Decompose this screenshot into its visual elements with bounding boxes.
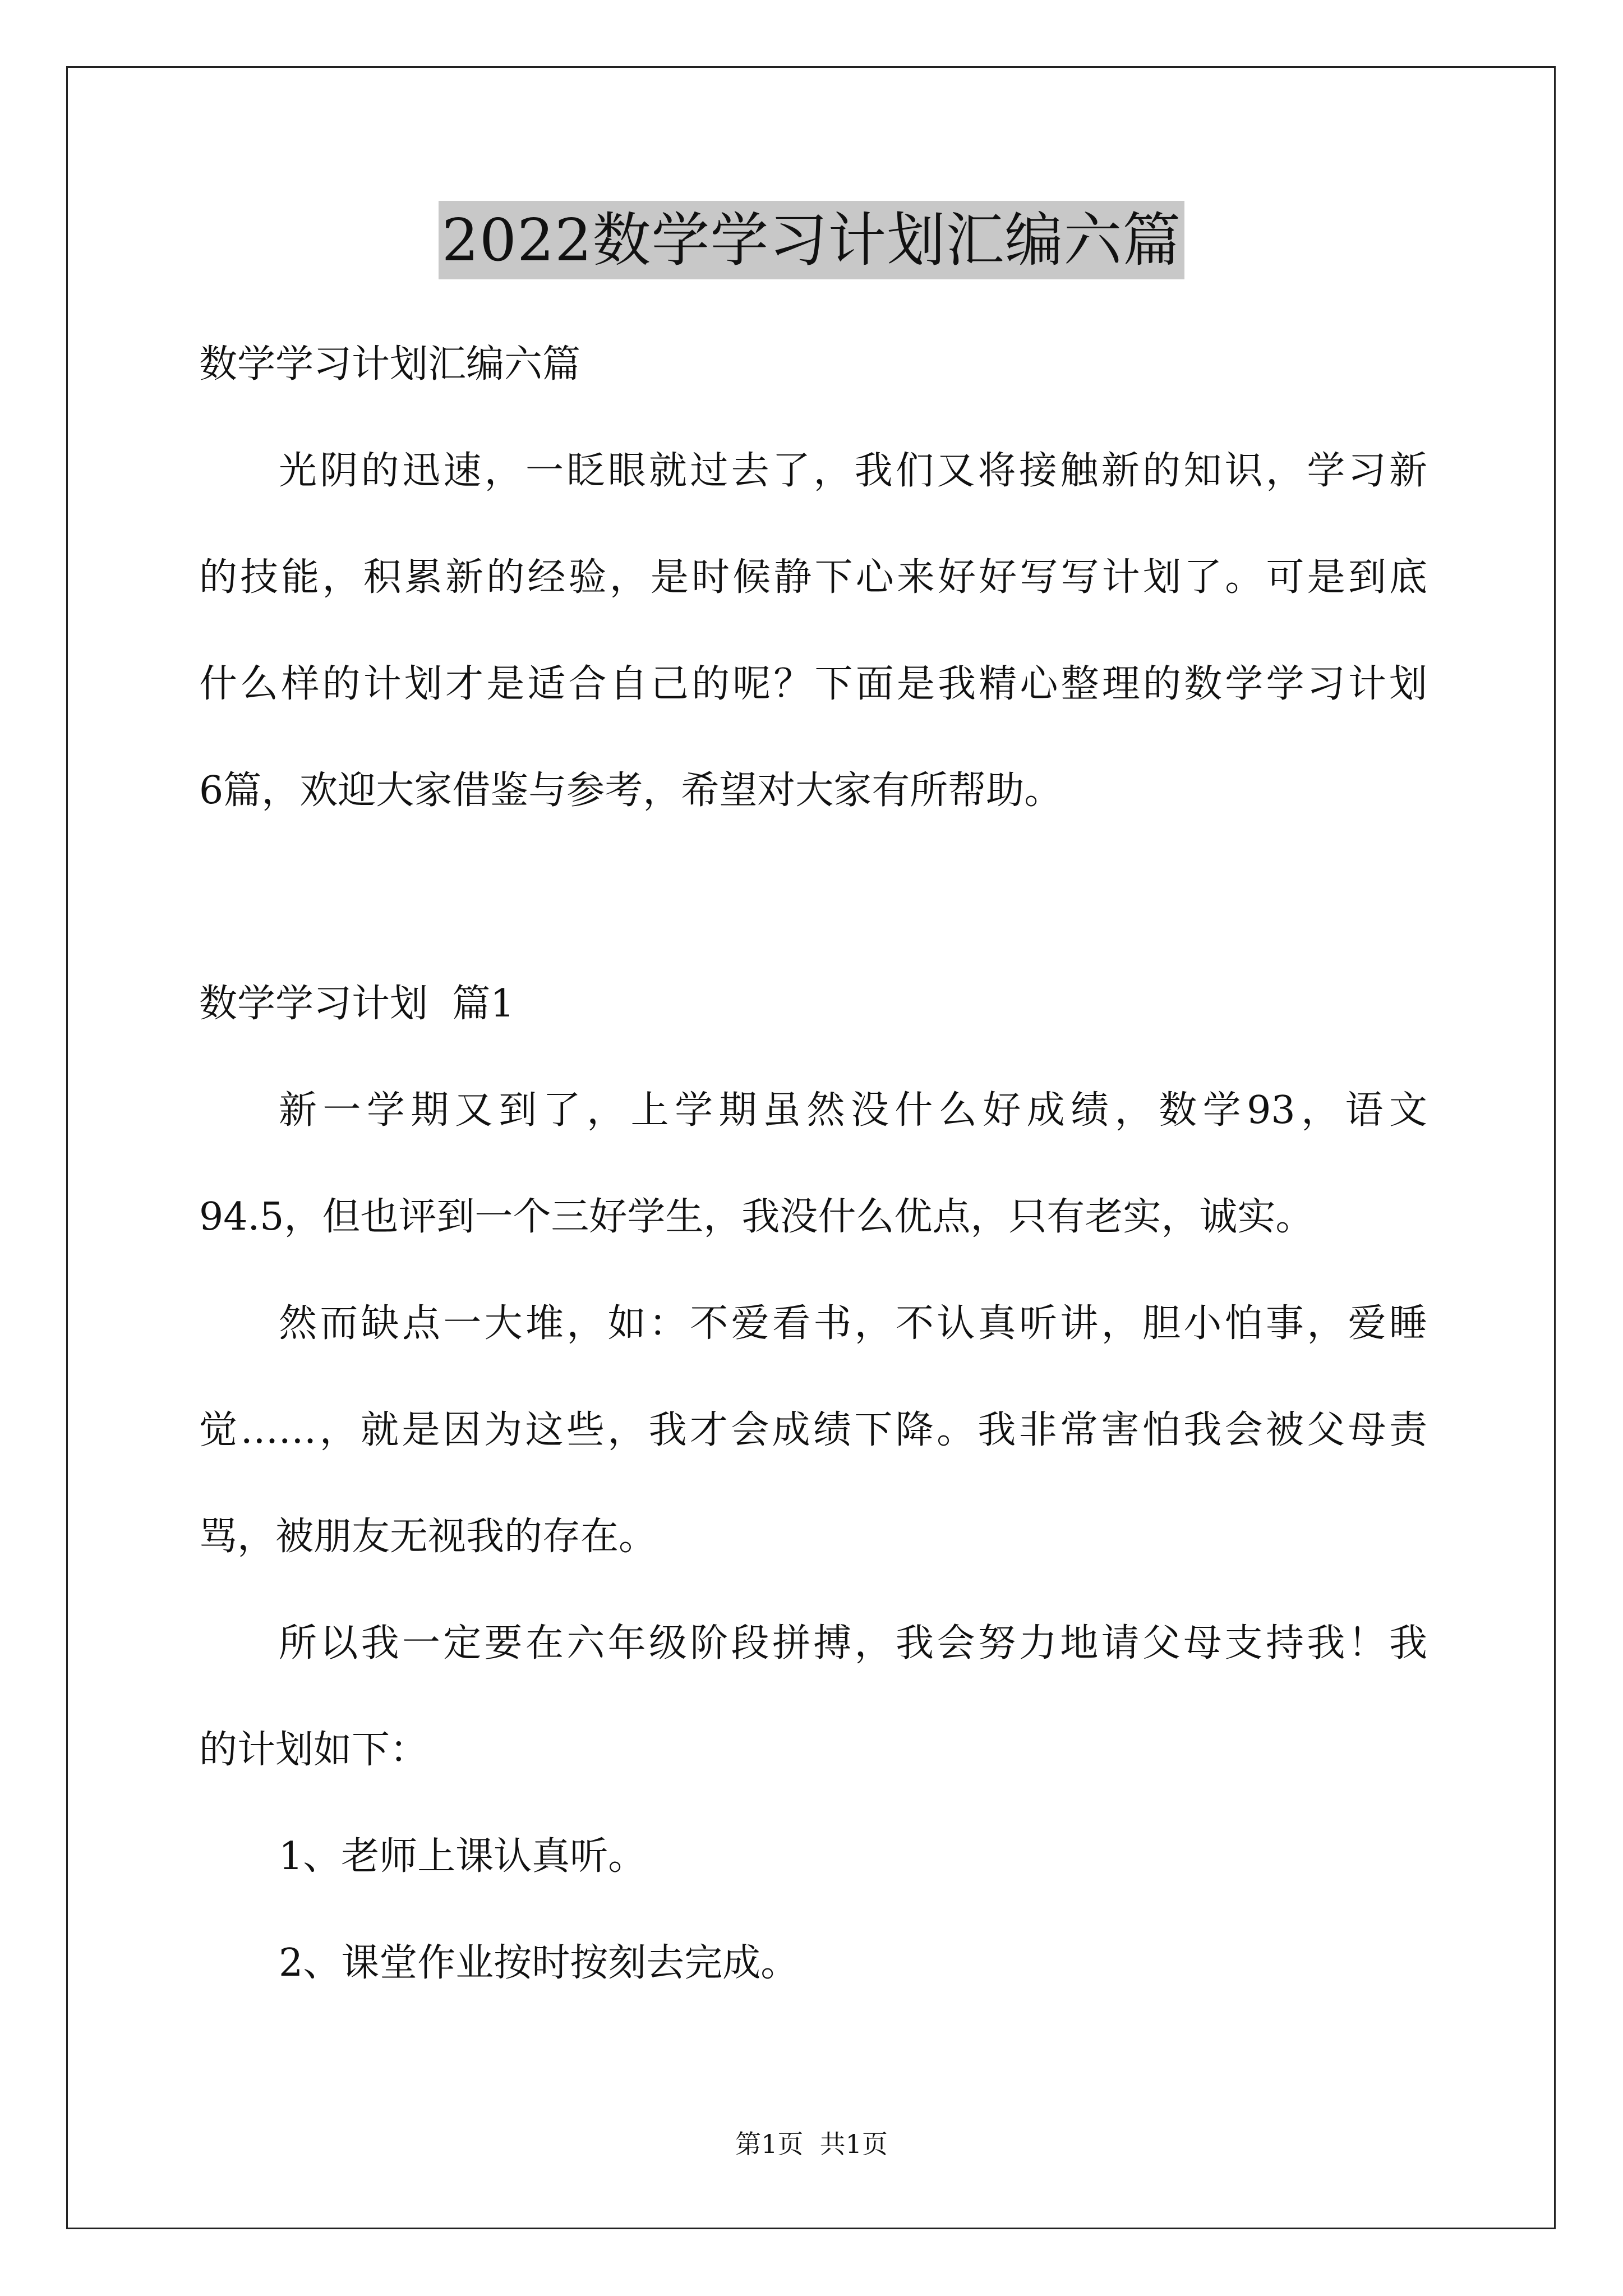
intro-line: 光阴的迅速，一眨眼就过去了，我们又将接触新的知识，学习新 bbox=[279, 449, 1427, 493]
page-footer bbox=[0, 2127, 1623, 2161]
list-item: 1、老师上课认真听。 bbox=[279, 1834, 647, 1879]
intro-line: 什么样的计划才是适合自己的呢？下面是我精心整理的数学学习计划 bbox=[199, 662, 1427, 706]
document-body bbox=[199, 311, 1427, 2017]
intro-line: 6篇，欢迎大家借鉴与参考，希望对大家有所帮助。 bbox=[199, 769, 1063, 813]
page-indicator: 第1页 共1页 bbox=[735, 2129, 888, 2159]
para1-line: 94.5，但也评到一个三好学生，我没什么优点，只有老实，诚实。 bbox=[199, 1195, 1314, 1239]
para2-line: 觉……，就是因为这些，我才会成绩下降。我非常害怕我会被父母责 bbox=[199, 1408, 1427, 1452]
title-container bbox=[0, 201, 1623, 279]
document-title: 2022数学学习计划汇编六篇 bbox=[439, 201, 1185, 279]
section-heading: 数学学习计划 篇1 bbox=[199, 982, 515, 1026]
list-item: 2、课堂作业按时按刻去完成。 bbox=[279, 1941, 799, 1985]
paragraph-gap bbox=[199, 844, 1427, 951]
intro-line: 的技能，积累新的经验，是时候静下心来好好写写计划了。可是到底 bbox=[199, 555, 1427, 600]
para3-line: 的计划如下： bbox=[199, 1728, 428, 1772]
para2-line: 然而缺点一大堆，如：不爱看书，不认真听讲，胆小怕事，爱睡 bbox=[279, 1301, 1427, 1346]
document-subtitle: 数学学习计划汇编六篇 bbox=[199, 342, 581, 386]
para1-line: 新一学期又到了，上学期虽然没什么好成绩，数学93，语文 bbox=[279, 1088, 1427, 1133]
para3-line: 所以我一定要在六年级阶段拼搏，我会努力地请父母支持我！我 bbox=[279, 1621, 1427, 1665]
para2-line: 骂，被朋友无视我的存在。 bbox=[199, 1515, 657, 1559]
